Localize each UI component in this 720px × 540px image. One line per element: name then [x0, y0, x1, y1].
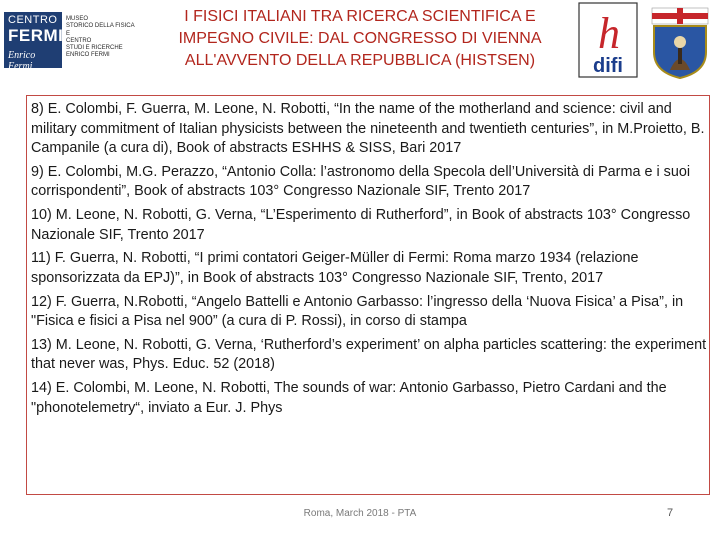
- reference-item: 8) E. Colombi, F. Guerra, M. Leone, N. Robotti, “In the name of the motherland and science: civil and military commitment of Italian physicists between the nineteenth and twentieth centuries”, in M.Proietto, B. Campanile (a cura di), Book of abstracts ESHHS & SISS, Bari 2017: [31, 101, 705, 156]
- reference-item: 12) F. Guerra, N.Robotti, “Angelo Battelli e Antonio Garbasso: l’ingresso della ‘Nuova Fisica’ a Pisa”, in "Fisica e fisici a Pisa nel 900” (a cura di P. Rossi), in corso di stampa: [31, 293, 684, 330]
- reference-item: 9) E. Colombi, M.G. Perazzo, “Antonio Colla: l’astronomo della Specola dell’Università di Parma e i suoi corrispondenti”, Book of abstracts 103° Congresso Nazionale SIF, Trento 2017: [31, 163, 691, 200]
- reference-item: 13) M. Leone, N. Robotti, G. Verna, ‘Rutherford’s experiment’ on alpha particles scattering: the experiment that never was, Phys. Educ. 52 (2018): [31, 336, 707, 373]
- centro-fermi-logo: [4, 12, 136, 70]
- page-title: [150, 6, 570, 72]
- museo-line: ENRICO FERMI: [66, 52, 110, 59]
- museo-line: STUDI E RICERCHE: [66, 45, 123, 52]
- reference-item: 10) M. Leone, N. Robotti, G. Verna, “L’Esperimento di Rutherford”, in Book of abstracts 103° Congresso Nazionale SIF, Trento 2017: [31, 207, 691, 243]
- university-crest-icon: [650, 4, 710, 80]
- difi-text: difi: [593, 55, 623, 77]
- brand-line-1: CENTRO: [8, 14, 58, 26]
- footer-text: Roma, March 2018 - PTA: [303, 508, 417, 519]
- difi-letter: h: [598, 9, 620, 58]
- museo-line: E: [66, 30, 71, 37]
- title-line: ALL'AVVENTO DELLA REPUBBLICA (HISTSEN): [184, 52, 536, 69]
- page-number: 7: [667, 507, 674, 519]
- centro-fermi-brand-block: [4, 12, 64, 72]
- reference-item: 14) E. Colombi, M. Leone, N. Robotti, The sounds of war: Antonio Garbasso, Pietro Cardani and the "phonotelemetry“, inviato a Eur. J. Phys: [31, 380, 667, 416]
- title-line: I FISICI ITALIANI TRA RICERCA SCIENTIFICA E: [184, 8, 536, 25]
- fermi-signature: Enrico Fermi: [8, 50, 36, 72]
- museo-text: [66, 16, 138, 60]
- museo-line: MUSEO: [66, 16, 89, 22]
- reference-item: 11) F. Guerra, N. Robotti, “I primi contatori Geiger-Müller di Fermi: Roma marzo 1934 (relazione sponsorizzata da EPJ)”, in Book of abstracts 103° Congresso Nazionale SIF, Trento, 2017: [31, 250, 639, 286]
- difi-logo-graphic: [578, 2, 638, 78]
- museo-line: STORICO DELLA FISICA: [66, 23, 135, 30]
- brand-line-2: FERMI: [8, 26, 64, 45]
- museo-line: CENTRO: [66, 37, 92, 44]
- references-list: [31, 100, 715, 423]
- difi-logo: [578, 2, 638, 78]
- title-line: IMPEGNO CIVILE: DAL CONGRESSO DI VIENNA: [178, 30, 542, 47]
